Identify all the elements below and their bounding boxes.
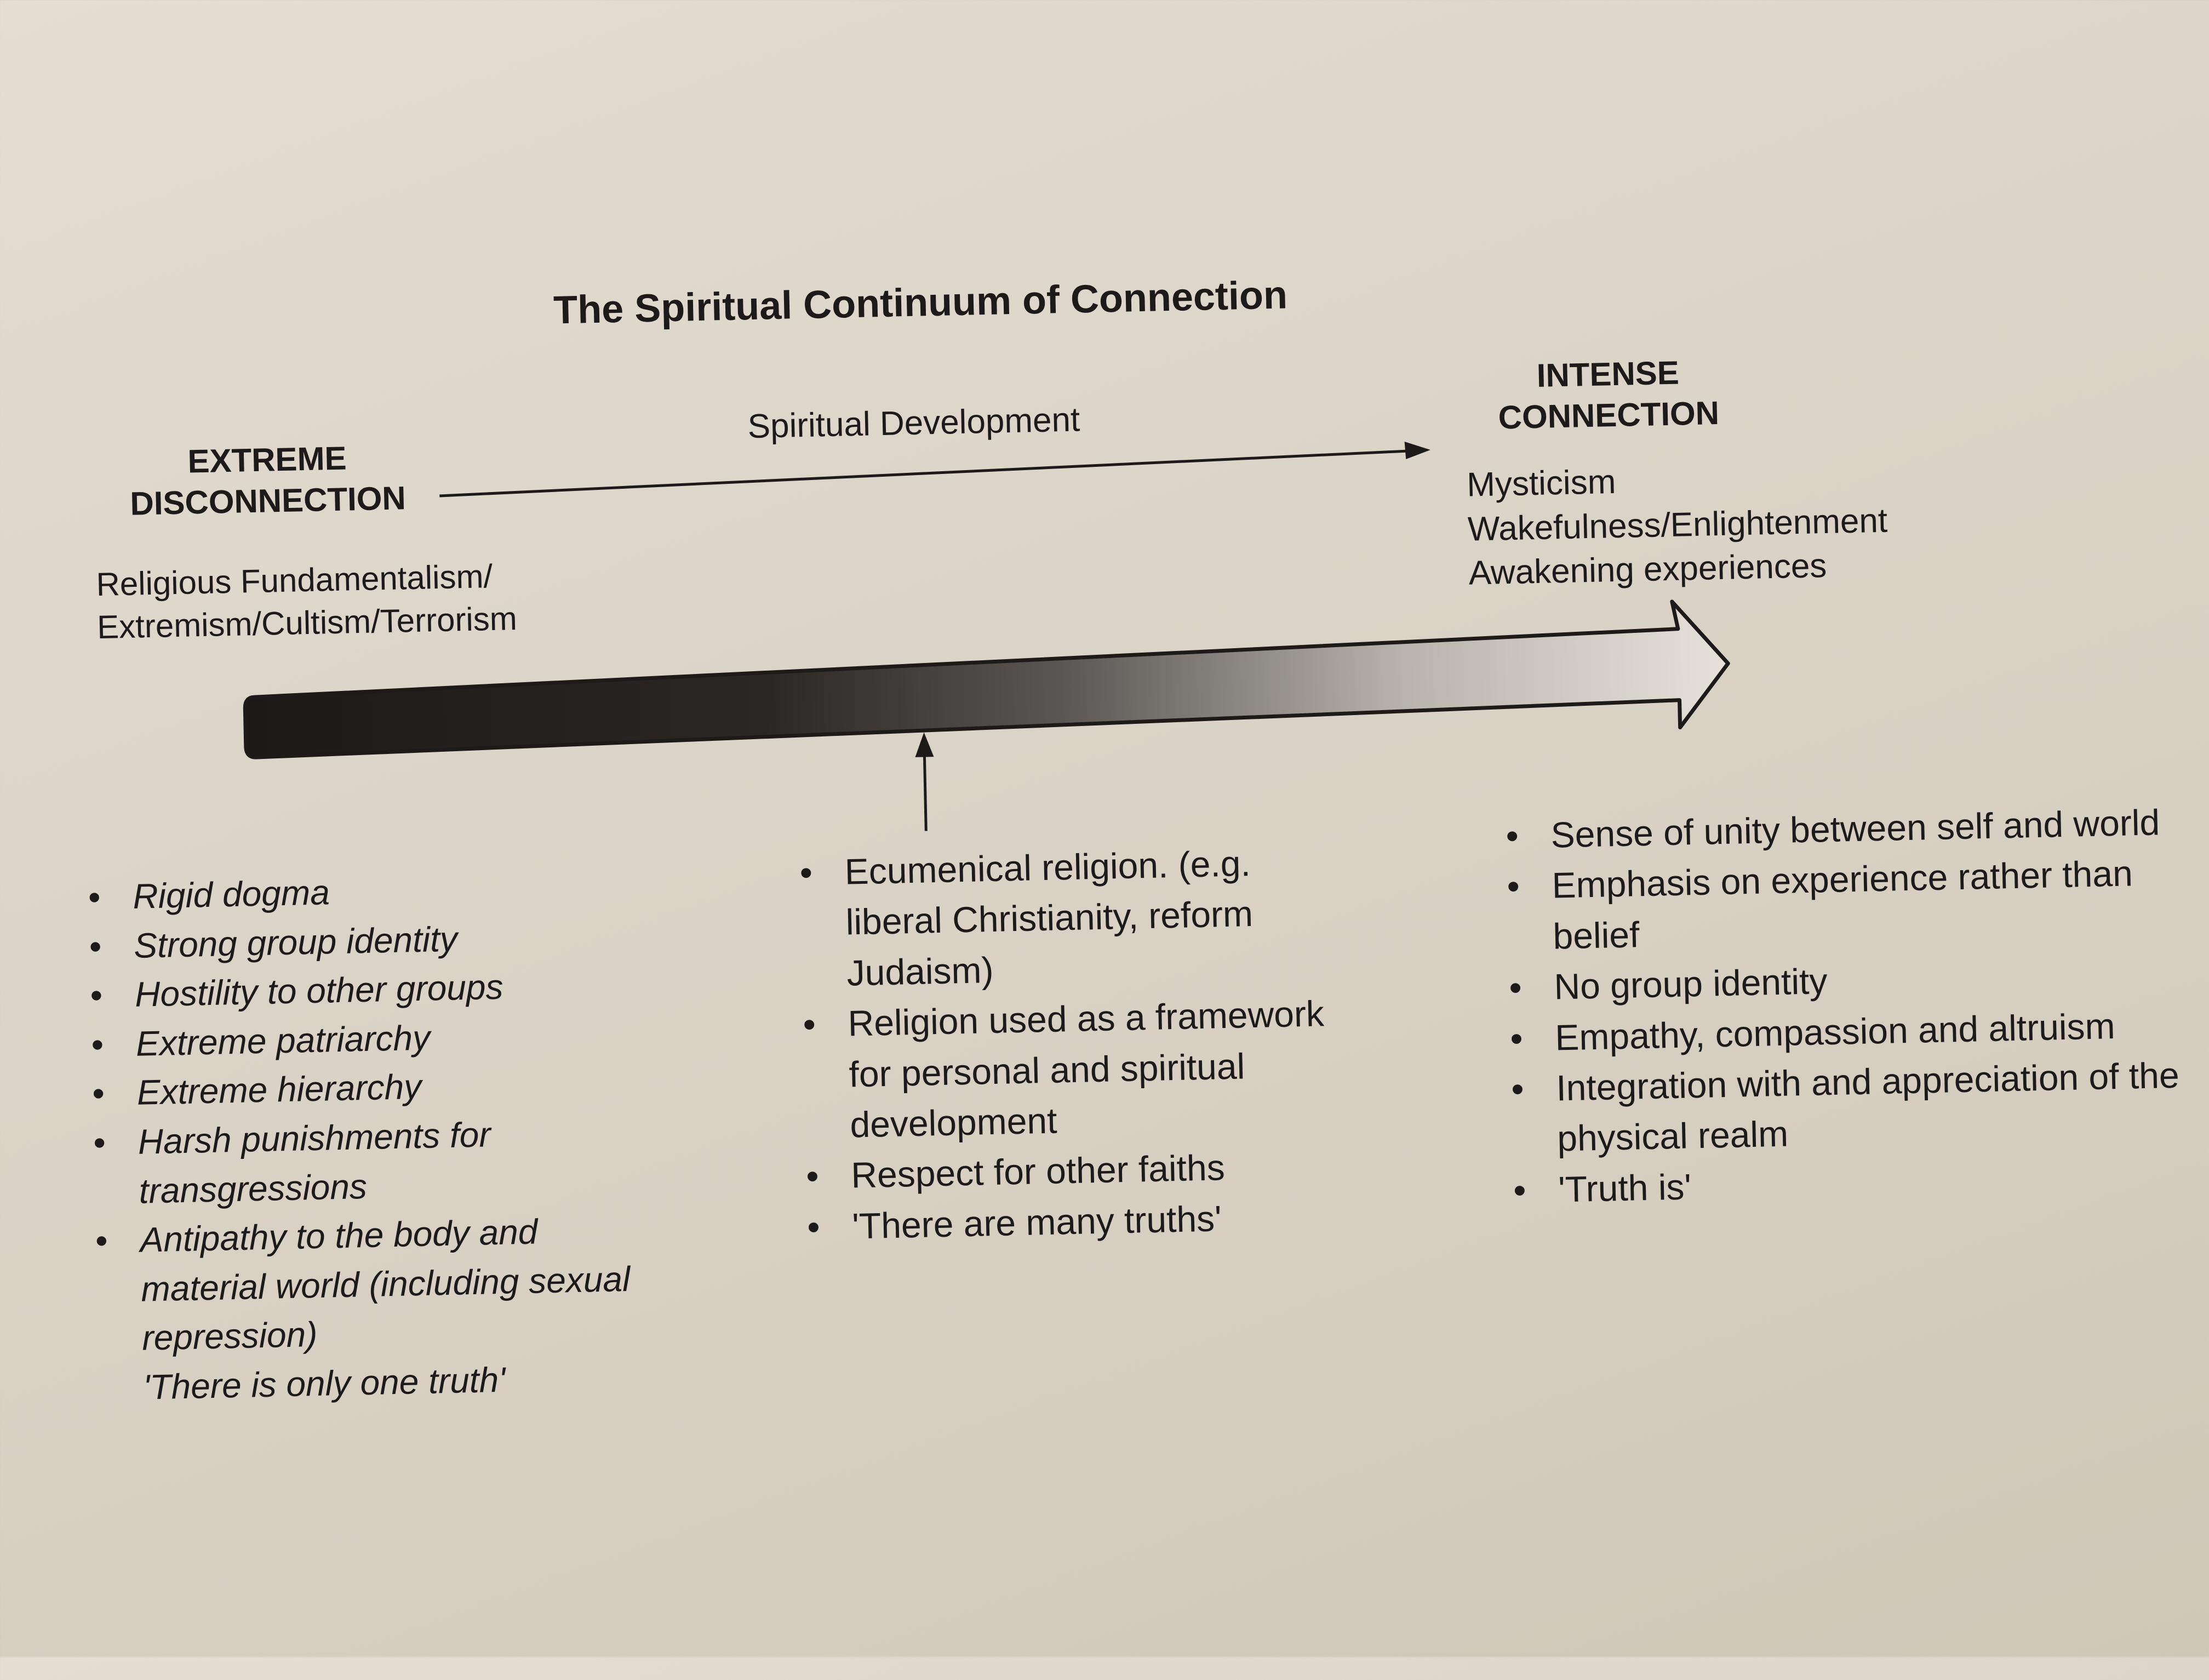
list-item: • Strong group identity — [133, 911, 627, 970]
list-item: • Emphasis on experience rather than belief — [1552, 846, 2209, 961]
connection-traits-list — [1496, 796, 2209, 1216]
diagram-title: The Spiritual Continuum of Connection — [553, 273, 1288, 333]
right-heading-line-2: CONNECTION — [1498, 395, 1720, 436]
development-line-arrow — [439, 441, 1431, 496]
continuum-big-arrow — [243, 601, 1729, 758]
list-item: • Sense of unity between self and world — [1550, 796, 2209, 860]
right-subtitle-line-1: Mysticism — [1466, 462, 1617, 504]
list-item: • Hostility to other groups — [134, 960, 628, 1019]
list-item: • Respect for other faiths — [850, 1139, 1361, 1201]
left-heading-line-2: DISCONNECTION — [129, 479, 407, 522]
right-subtitle-line-3: Awakening experiences — [1468, 547, 1827, 592]
list-item: • Antipathy to the body and material world (including sexual repression) — [140, 1205, 636, 1363]
list-item: • Religion used as a framework for personal and spiritual development — [848, 987, 1360, 1150]
list-item: • Extreme hierarchy — [136, 1058, 631, 1117]
list-item: • 'Truth is' — [1558, 1150, 2209, 1215]
disconnection-traits-list — [78, 862, 637, 1413]
left-subtitle-line-2: Extremism/Cultism/Terrorism — [96, 600, 518, 646]
midpoint-marker-arrow — [915, 732, 936, 831]
list-item: • Rigid dogma — [133, 862, 627, 921]
list-item: • 'There are many truths' — [851, 1190, 1362, 1252]
right-subtitle-line-2: Wakefulness/Enlightenment — [1467, 501, 1888, 548]
list-item: • Empathy, compassion and altruism — [1554, 998, 2209, 1063]
middle-traits-list — [789, 836, 1362, 1253]
left-subtitle-line-1: Religious Fundamentalism/ — [95, 557, 493, 603]
list-item: • No group identity — [1554, 947, 2209, 1012]
one-truth-line: 'There is only one truth' — [142, 1359, 506, 1407]
right-heading-line-1: INTENSE — [1536, 354, 1680, 394]
list-item: • Harsh punishments for transgressions — [138, 1107, 633, 1216]
left-heading-line-1: EXTREME — [187, 439, 347, 480]
list-item: • Extreme patriarchy — [135, 1009, 629, 1068]
spiritual-development-label: Spiritual Development — [747, 401, 1080, 446]
list-item: • Ecumenical religion. (e.g. liberal Christianity, reform Judaism) — [844, 836, 1357, 998]
list-item: • Integration with and appreciation of the physical realm — [1555, 1049, 2209, 1164]
